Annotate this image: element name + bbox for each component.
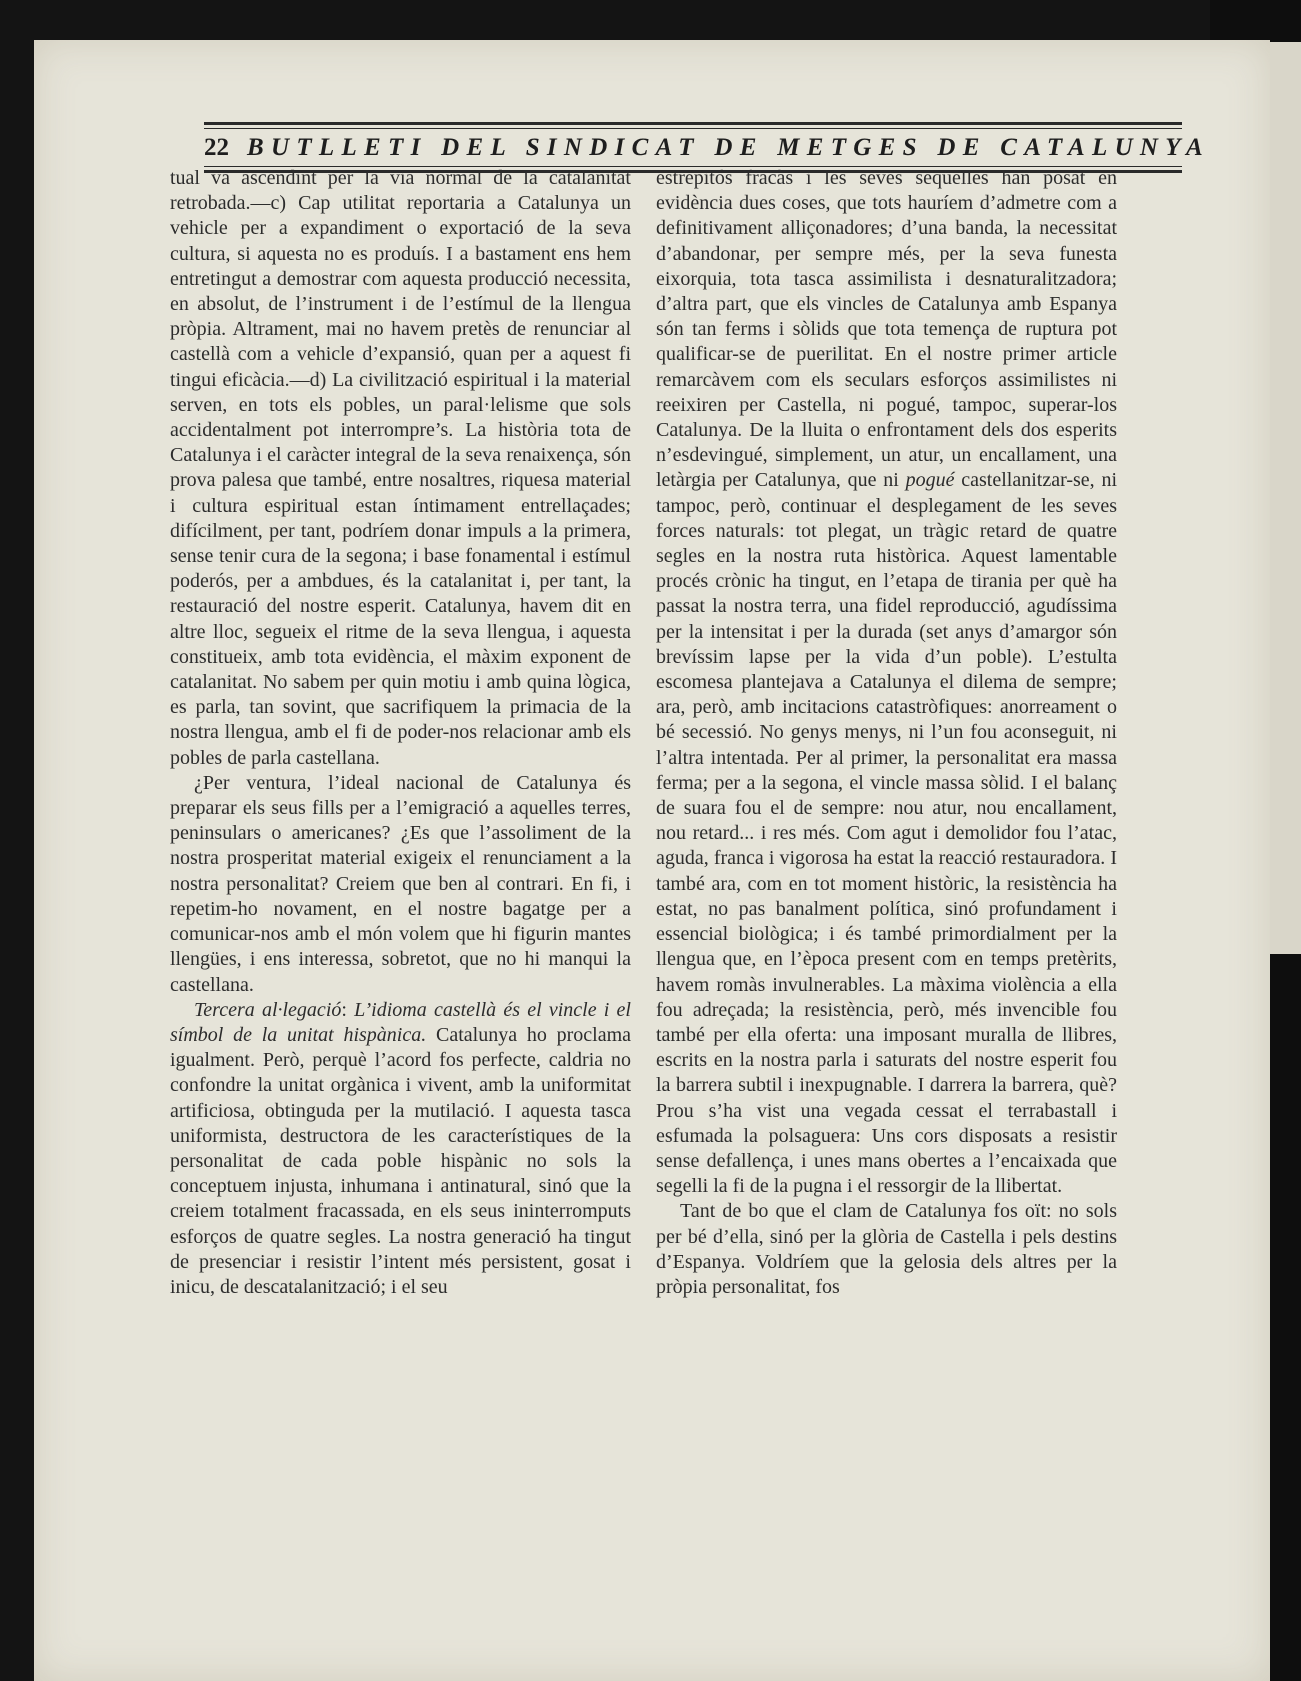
paragraph-text: estrepitós fracàs i les seves seqüelles han posat en evidència dues coses, que tots hauríem d’admetre com a definitivament alliçonadores; d’una banda, la necessitat d’abandonar, per sempre més, per la seva funesta eixorquia, tota tasca assimilista i desnaturalitzadora; d’altra part, que els vincles de Catalunya amb Espanya són tan ferms i sòlids que tota temença de ruptura pot qualificar-se de puerilitat. En el nostre primer article remarcàvem com els seculars esforços assimilistes ni reeixiren per Castella, ni pogué, tampoc, superar-los Catalunya. De la lluita o enfrontament dels dos esperits n’esdevingué, simplement, un atur, un encallament, una letàrgia per Catalunya, que ni bbox=[656, 167, 1117, 492]
right-column bbox=[656, 166, 1117, 1300]
paragraph: ¿Per ventura, l’ideal nacional de Catalunya és preparar els seus fills per a l’emigració a aquelles terres, peninsulars o americanes? ¿Es que l’assoliment de la nostra prosperitat material exigeix el renunciament a la nostra personalitat? Creiem que ben al contrari. En fi, i repetim-ho novament, en el nostre bagatge per a comunicar-nos amb el món volem que hi figurin mantes llengües, i ens interessa, sobretot, que no hi manqui la castellana. bbox=[170, 771, 631, 996]
paragraph: Tercera al·legació: L’idioma castellà és el vincle i el símbol de la unitat hispànica. Catalunya ho proclama igualment. Però, perquè l’acord fos perfecte, caldria no confondre la unitat orgànica i vivent, amb la uniformitat artificiosa, obtinguda per la mutilació. I aquesta tasca uniformista, destructora de les característiques de la personalitat de cada poble hispànic no sols la conceptuem injusta, inhumana i antinatural, sinó que la creiem totalment fracassada, en els seus ininterromputs esforços de quatre segles. La nostra generació ha tingut de presenciar i resistir l’intent més persistent, gosat i inicu, de descatalanització; i el seu bbox=[170, 998, 632, 1298]
header-rule-top-thin bbox=[204, 128, 1182, 129]
paragraph-text: castellanitzar-se, ni tampoc, però, continuar el desplegament de les seves forces naturals: tot plegat, un tràgic retard de quatre segles en la nostra ruta històrica. Aquest lamentable procés crònic ha tingut, en l’etapa de tirania per què ha passat la nostra terra, una fidel reproducció, agudíssima per la intensitat i per la durada (set anys d’amargor són brevíssim lapse per la vida d’un poble). L’estulta escomesa plantejava a Catalunya el dilema de sempre; ara, però, amb incitacions catastròfiques: anorreament o bé secessió. No genys menys, ni l’un fou aconseguit, ni l’altra intentada. Per al primer, la personalitat era massa ferma; per a la segona, el vincle massa sòlid. I el balanç de suara fou el de sempre: nou atur, nou encallament, nou retard... i res més. Com agut i demolidor fou l’atac, aguda, franca i vigorosa ha estat la reacció restauradora. I també ara, com en tot moment històric, la resistència ha estat, no pas banalment política, sinó profundament i essencial biològica; i és també primordialment per la llengua que, en l’època present com en temps pretèrits, havem romàs invulnerables. La màxima violència a ella fou adreçada; la resistència, però, més invencible fou també per ella oferta: una imposant muralla de llibres, escrits en la nostra parla i saturats del nostre esperit fou la barrera subtil i inexpugnable. I darrera la barrera, què? Prou s’ha vist una vegada cessat el terrabastall i esfumada la polsaguera: Uns cors disposats a resistir sense defallença, i unes mans obertes a l’encaixada que segelli la fi de la pugna i el ressorgir de la llibertat. bbox=[656, 469, 1118, 1198]
paragraph-text: Catalunya ho proclama igualment. Però, perquè l’acord fos perfecte, caldria no confondre la unitat orgànica i vivent, amb la uniformitat artificiosa, obtinguda per la mutilació. I aquesta tasca uniformista, destructora de les característiques de la personalitat de cada poble hispànic no sols la conceptuem injusta, inhumana i antinatural, sinó que la creiem totalment fracassada, en els seus ininterromputs esforços de quatre segles. La nostra generació ha tingut de presenciar i resistir l’intent més persistent, gosat i inicu, de descatalanització; i el seu bbox=[170, 1023, 632, 1298]
section-label: Tercera al·legació bbox=[194, 998, 342, 1021]
paragraph: Tant de bo que el clam de Catalunya fos oït: no sols per bé d’ella, sinó per la glòria de Castella i pels destins d’Espanya. Voldríem que la gelosia dels altres per la pròpia personalitat, fos bbox=[656, 1200, 1117, 1298]
quoted-claim: L’idioma castellà és el vincle i el símbol de la unitat hispànica. bbox=[170, 998, 631, 1046]
paragraph: tual va ascendint per la via normal de la catalanitat retrobada.—c) Cap utilitat reportaria a Catalunya un vehicle per a expandiment o exportació de la seva cultura, si aquesta no es produís. I a bastament ens hem entretingut a demostrar com aquesta producció necessita, en absolut, de l’instrument i de l’estímul de la llengua pròpia. Altrament, mai no havem pretès de renunciar al castellà com a vehicle d’expansió, quan per a aquest fi tingui eficàcia.—d) La civilització espiritual i la material serven, en tots els pobles, un paral·lelisme que sols accidentalment pot interrompre’s. La història tota de Catalunya i el caràcter integral de la seva renaixença, són prova palesa que també, entre nosaltres, riquesa material i cultura espiritual estan íntimament entrellaçades; difícilment, per tant, podríem donar impuls a la primera, sense tenir cura de la segona; i base fonamental i estímul poderós, per a ambdues, és la catalanitat i, per tant, la restauració del nostre esperit. Catalunya, havem dit en altre lloc, segueix el ritme de la seva llengua, i aquesta constitueix, amb tota evidència, el màxim exponent de catalanitat. No sabem per quin motiu i amb quina lògica, es parla, tan sovint, que sacrifiquem la primacia de la nostra llengua, amb el fi de poder-nos relacionar amb els pobles de parla castellana. bbox=[170, 167, 631, 769]
journal-title: BUTLLETI DEL SINDICAT DE METGES DE CATALUNYA bbox=[247, 134, 1210, 161]
running-header bbox=[204, 132, 1210, 164]
page-number: 22 bbox=[204, 134, 229, 161]
header-rule-top-thick bbox=[204, 122, 1182, 125]
adjacent-page-edge bbox=[1268, 42, 1301, 954]
emphasis: pogué bbox=[905, 469, 955, 492]
paragraph bbox=[656, 166, 1117, 1199]
left-column bbox=[170, 166, 631, 1300]
